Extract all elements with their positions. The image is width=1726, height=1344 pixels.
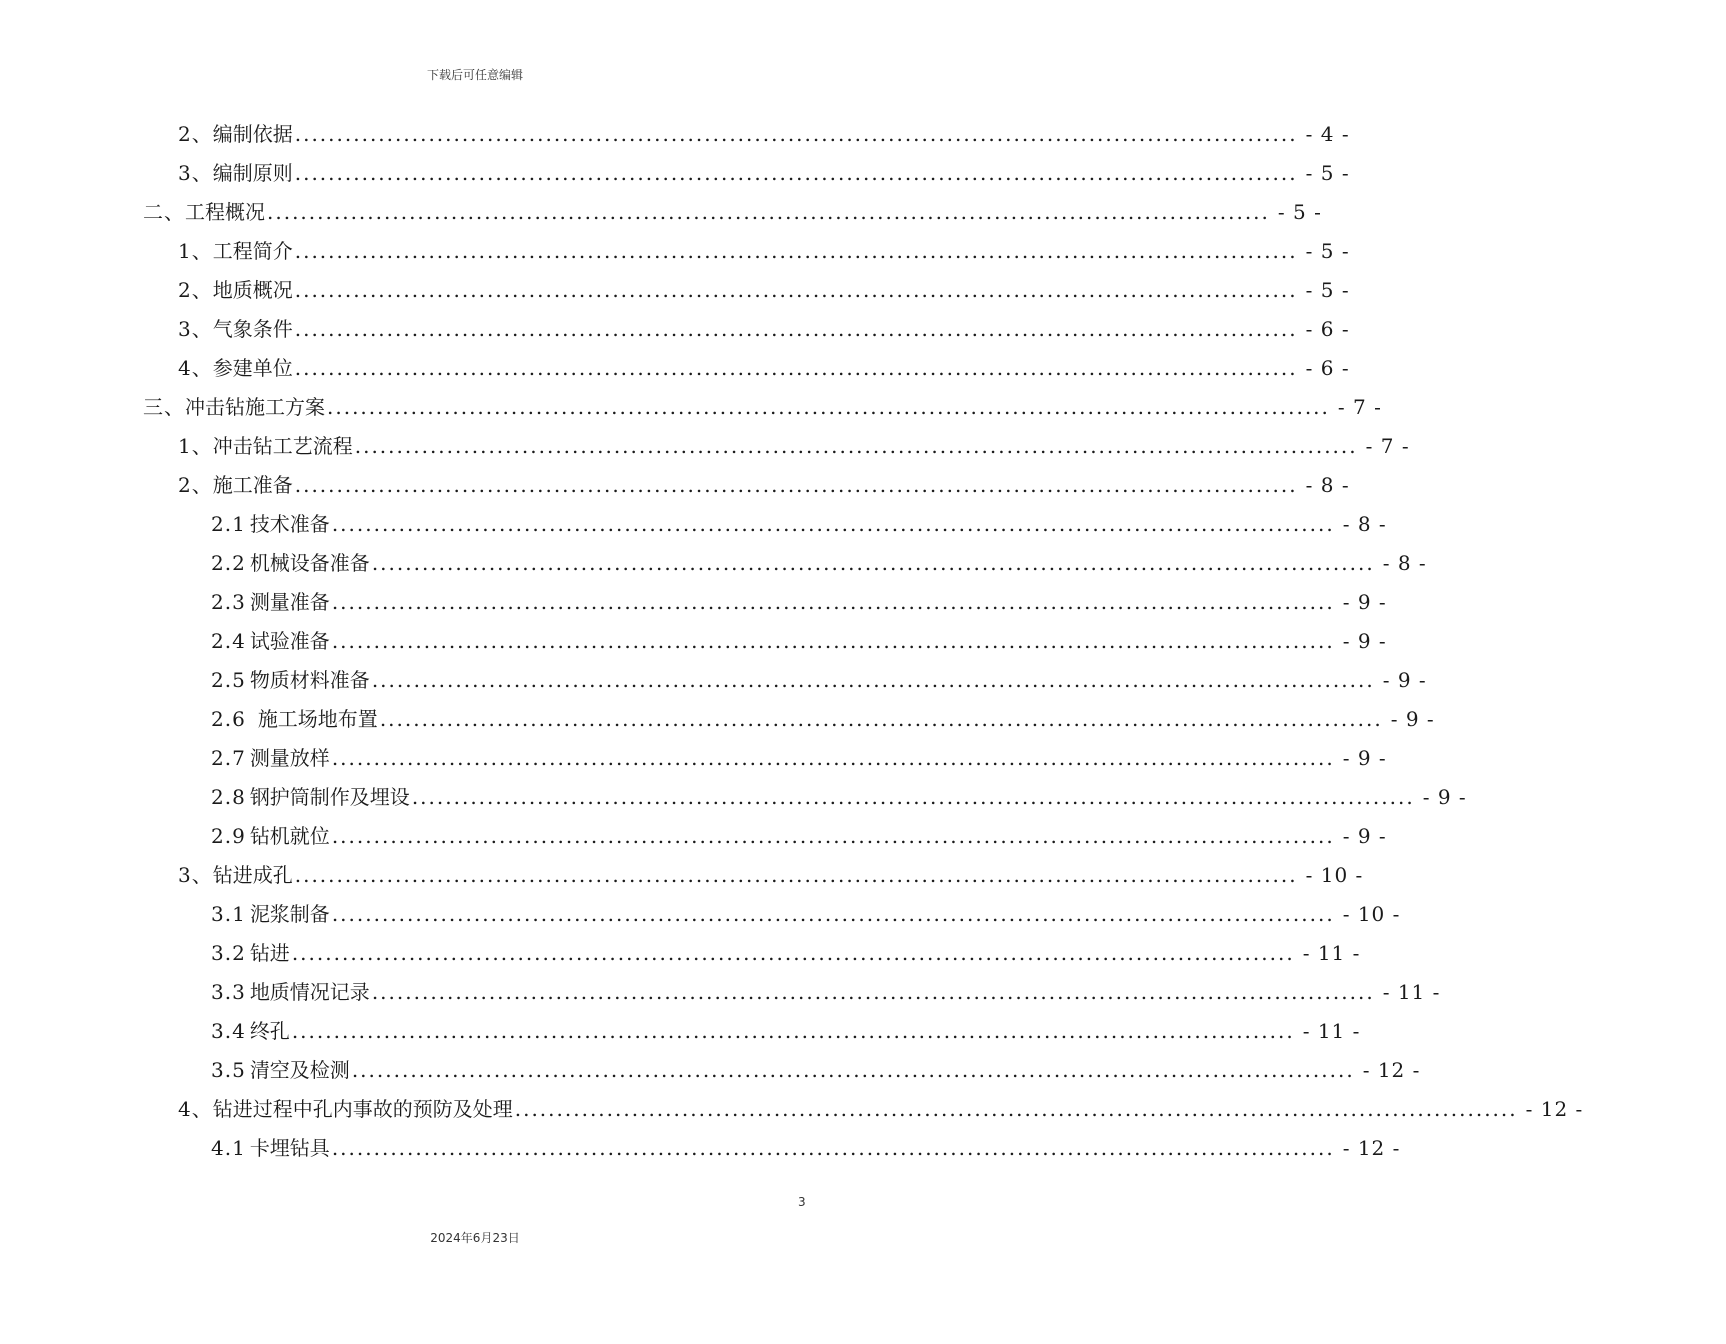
toc-entry-number: 1、: [178, 434, 213, 458]
toc-dot-leader: ........................................................................................................................: [331, 590, 1335, 614]
toc-entry[interactable]: [0, 154, 1350, 193]
toc-entry-number: 二、: [143, 200, 185, 224]
toc-dot-leader: ........................................................................................................................: [354, 434, 1358, 458]
toc-entry-number: 1、: [178, 239, 213, 263]
toc-entry-page: - 12 -: [1525, 1097, 1584, 1121]
toc-dot-leader: ........................................................................................................................: [294, 356, 1298, 380]
toc-entry[interactable]: [0, 310, 1350, 349]
toc-dot-leader: ........................................................................................................................: [294, 473, 1298, 497]
toc-entry-number: 3.1: [211, 902, 246, 926]
page-header: 下载后可任意编辑: [426, 68, 523, 82]
toc-entry-number: 3、: [178, 863, 213, 887]
toc-entry-number: 4.1: [211, 1136, 246, 1160]
toc-dot-leader: ........................................................................................................................: [371, 980, 1375, 1004]
toc-entry[interactable]: [0, 1051, 1421, 1090]
toc-entry-title: 编制原则: [212, 161, 293, 185]
toc-entry-title: 编制依据: [212, 122, 293, 146]
toc-entry-number: 2.6: [211, 707, 246, 731]
toc-dot-leader: ........................................................................................................................: [331, 746, 1335, 770]
toc-entry[interactable]: [0, 973, 1441, 1012]
toc-entry-page: - 6 -: [1305, 317, 1350, 341]
toc-entry[interactable]: [0, 934, 1361, 973]
toc-entry-number: 2.1: [211, 512, 246, 536]
toc-entry[interactable]: [0, 388, 1382, 427]
toc-entry-page: - 12 -: [1342, 1136, 1401, 1160]
toc-entry-number: 2.5: [211, 668, 246, 692]
page-number: 3: [798, 1195, 806, 1209]
toc-dot-leader: ........................................................................................................................: [294, 317, 1298, 341]
toc-entry-title: 泥浆制备: [249, 902, 330, 926]
toc-entry[interactable]: [0, 817, 1387, 856]
toc-entry-page: - 11 -: [1302, 1019, 1361, 1043]
toc-entry-title: 卡埋钻具: [249, 1136, 330, 1160]
toc-entry-number: 3、: [178, 317, 213, 341]
toc-entry-page: - 9 -: [1342, 629, 1387, 653]
toc-entry[interactable]: [0, 856, 1364, 895]
toc-entry-title: 钻机就位: [249, 824, 330, 848]
toc-dot-leader: ........................................................................................................................: [411, 785, 1415, 809]
toc-entry-number: 2.2: [211, 551, 246, 575]
toc-entry[interactable]: [0, 1090, 1584, 1129]
toc-entry[interactable]: [0, 193, 1322, 232]
toc-entry[interactable]: [0, 661, 1427, 700]
toc-entry-page: - 6 -: [1305, 356, 1350, 380]
toc-dot-leader: ........................................................................................................................: [331, 512, 1335, 536]
toc-entry[interactable]: [0, 895, 1401, 934]
toc-entry[interactable]: [0, 778, 1467, 817]
toc-entry-title: 工程概况: [185, 200, 265, 224]
toc-dot-leader: ........................................................................................................................: [371, 668, 1375, 692]
toc-entry-number: 2.9: [211, 824, 246, 848]
toc-entry-title: 技术准备: [249, 512, 330, 536]
toc-entry-page: - 5 -: [1277, 200, 1322, 224]
toc-entry-number: 3、: [178, 161, 213, 185]
toc-entry-number: 2、: [178, 122, 213, 146]
toc-entry[interactable]: [0, 505, 1387, 544]
toc-entry[interactable]: [0, 1012, 1361, 1051]
toc-entry-title: 终孔: [249, 1019, 290, 1043]
toc-entry[interactable]: [0, 544, 1427, 583]
toc-entry-title: 物质材料准备: [249, 668, 370, 692]
toc-entry-page: - 9 -: [1342, 824, 1387, 848]
toc-entry-title: 地质概况: [212, 278, 293, 302]
toc-entry-number: 4、: [178, 1097, 213, 1121]
toc-dot-leader: ........................................................................................................................: [267, 200, 1270, 224]
toc-entry-number: 2.8: [211, 785, 246, 809]
toc-entry-page: - 9 -: [1422, 785, 1467, 809]
toc-entry[interactable]: [0, 349, 1350, 388]
toc-dot-leader: ........................................................................................................................: [331, 629, 1335, 653]
toc-entry-number: 2、: [178, 278, 213, 302]
toc-dot-leader: ........................................................................................................................: [294, 863, 1298, 887]
page-footer-date: 2024年6月23日: [430, 1231, 520, 1245]
toc-entry-title: 工程简介: [212, 239, 293, 263]
toc-entry-title: 钢护筒制作及埋设: [249, 785, 410, 809]
toc-entry-page: - 10 -: [1305, 863, 1364, 887]
toc-entry-title: 施工准备: [212, 473, 293, 497]
toc-entry-page: - 4 -: [1305, 122, 1350, 146]
toc-entry-number: 3.4: [211, 1019, 246, 1043]
toc-entry[interactable]: [0, 427, 1410, 466]
toc-entry-page: - 5 -: [1305, 161, 1350, 185]
toc-entry[interactable]: [0, 583, 1387, 622]
toc-dot-leader: ........................................................................................................................: [291, 941, 1295, 965]
toc-entry[interactable]: [0, 1129, 1401, 1168]
toc-entry-number: 2.3: [211, 590, 246, 614]
toc-entry-number: 3.5: [211, 1058, 246, 1082]
toc-entry[interactable]: [0, 739, 1387, 778]
toc-dot-leader: ........................................................................................................................: [371, 551, 1375, 575]
toc-entry-number: 2.4: [211, 629, 246, 653]
toc-entry-page: - 7 -: [1337, 395, 1382, 419]
toc-dot-leader: ........................................................................................................................: [351, 1058, 1355, 1082]
toc-entry-page: - 10 -: [1342, 902, 1401, 926]
toc-entry-title: 钻进过程中孔内事故的预防及处理: [212, 1097, 513, 1121]
toc-entry-page: - 8 -: [1305, 473, 1350, 497]
toc-dot-leader: ........................................................................................................................: [294, 122, 1298, 146]
toc-entry-title: 冲击钻工艺流程: [212, 434, 353, 458]
toc-entry-page: - 8 -: [1382, 551, 1427, 575]
toc-entry-number: 2、: [178, 473, 213, 497]
toc-entry-title: 冲击钻施工方案: [185, 395, 325, 419]
toc-entry-page: - 11 -: [1382, 980, 1441, 1004]
toc-entry[interactable]: [0, 622, 1387, 661]
toc-entry-page: - 9 -: [1342, 746, 1387, 770]
toc-dot-leader: ........................................................................................................................: [514, 1097, 1518, 1121]
toc-entry-page: - 9 -: [1342, 590, 1387, 614]
toc-entry-page: - 5 -: [1305, 278, 1350, 302]
toc-entry-title: 气象条件: [212, 317, 293, 341]
toc-dot-leader: ........................................................................................................................: [291, 1019, 1295, 1043]
toc-entry-title: 施工场地布置: [257, 707, 378, 731]
toc-entry-title: 测量准备: [249, 590, 330, 614]
toc-entry[interactable]: [0, 466, 1350, 505]
toc-entry-page: - 7 -: [1365, 434, 1410, 458]
toc-entry-title: 试验准备: [249, 629, 330, 653]
toc-entry-number: 三、: [143, 395, 185, 419]
toc-dot-leader: ........................................................................................................................: [331, 1136, 1335, 1160]
toc-entry-number: 3.3: [211, 980, 246, 1004]
toc-entry-number: 2.7: [211, 746, 246, 770]
toc-entry[interactable]: [0, 232, 1350, 271]
toc-entry-title: 钻进成孔: [212, 863, 293, 887]
toc-entry-title: 机械设备准备: [249, 551, 370, 575]
toc-dot-leader: ........................................................................................................................: [294, 239, 1298, 263]
toc-dot-leader: ........................................................................................................................: [379, 707, 1383, 731]
toc-entry-page: - 5 -: [1305, 239, 1350, 263]
toc-entry-number: 3.2: [211, 941, 246, 965]
toc-dot-leader: ........................................................................................................................: [294, 278, 1298, 302]
toc-entry-page: - 9 -: [1390, 707, 1435, 731]
toc-dot-leader: ........................................................................................................................: [327, 395, 1330, 419]
toc-dot-leader: ........................................................................................................................: [331, 824, 1335, 848]
toc-entry-page: - 11 -: [1302, 941, 1361, 965]
toc-entry-title: 地质情况记录: [249, 980, 370, 1004]
toc-entry-title: 测量放样: [249, 746, 330, 770]
toc-entry-page: - 9 -: [1382, 668, 1427, 692]
table-of-contents: [0, 115, 1584, 1168]
toc-entry-title: 钻进: [249, 941, 290, 965]
toc-entry[interactable]: [0, 700, 1435, 739]
toc-entry-page: - 12 -: [1362, 1058, 1421, 1082]
toc-entry-number: 4、: [178, 356, 213, 380]
toc-entry-page: - 8 -: [1342, 512, 1387, 536]
toc-entry-title: 参建单位: [212, 356, 293, 380]
toc-entry[interactable]: [0, 271, 1350, 310]
toc-dot-leader: ........................................................................................................................: [331, 902, 1335, 926]
toc-dot-leader: ........................................................................................................................: [294, 161, 1298, 185]
toc-entry-title: 清空及检测: [249, 1058, 350, 1082]
toc-entry[interactable]: [0, 115, 1350, 154]
